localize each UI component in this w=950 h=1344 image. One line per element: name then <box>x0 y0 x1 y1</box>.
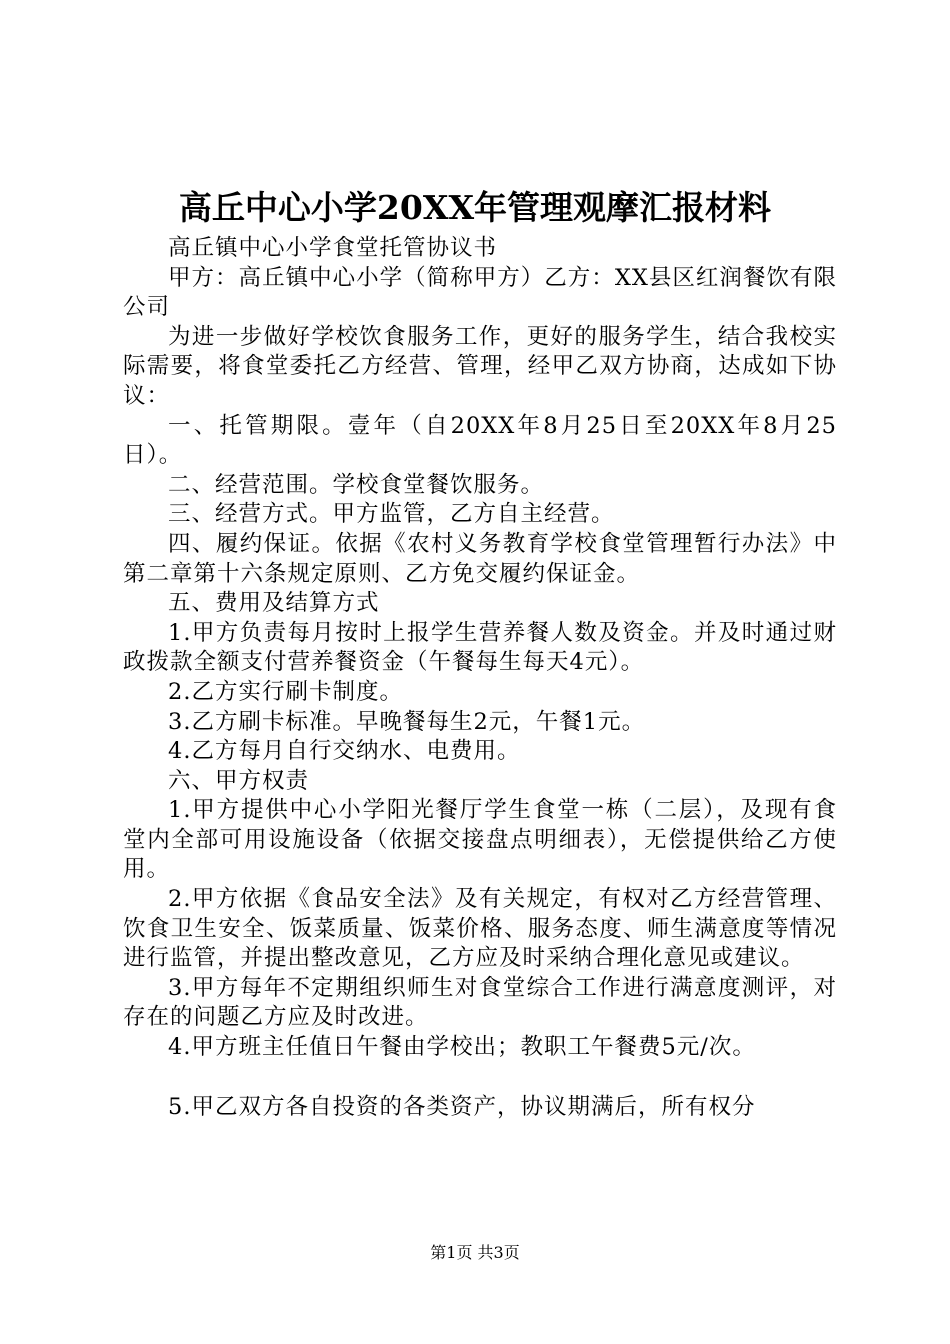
fees-item-1: 1.甲方负责每月按时上报学生营养餐人数及资金。并及时通过财政拨款全额支付营养餐资金（午餐每生每天4元）。 <box>123 619 837 676</box>
party-a-item-1: 1.甲方提供中心小学阳光餐厅学生食堂一栋（二层），及现有食堂内全部可用设施设备（依据交接盘点明细表），无偿提供给乙方使用。 <box>123 797 837 883</box>
fees-item-2: 2.乙方实行刷卡制度。 <box>168 678 403 705</box>
clause-scope: 二、经营范围。学校食堂餐饮服务。 <box>168 471 545 498</box>
document-title: 高丘中心小学20XX年管理观摩汇报材料 <box>178 188 772 227</box>
clause-fees-heading: 五、费用及结算方式 <box>168 590 380 617</box>
page-number-footer: 第1页 共3页 <box>430 1243 520 1262</box>
agreement-heading: 高丘镇中心小学食堂托管协议书 <box>168 235 498 261</box>
fees-item-3: 3.乙方刷卡标准。早晚餐每生2元，午餐1元。 <box>168 708 646 735</box>
clause-party-a-heading: 六、甲方权责 <box>168 767 310 794</box>
fees-item-4: 4.乙方每月自行交纳水、电费用。 <box>168 738 521 765</box>
party-a-item-4: 4.甲方班主任值日午餐由学校出；教职工午餐费5元/次。 <box>168 1034 756 1061</box>
preamble-paragraph: 为进一步做好学校饮食服务工作，更好的服务学生，结合我校实际需要，将食堂委托乙方经营、管理，经甲乙双方协商，达成如下协议： <box>123 323 837 409</box>
party-a-item-2: 2.甲方依据《食品安全法》及有关规定，有权对乙方经营管理、饮食卫生安全、饭菜质量、饭菜价格、服务态度、师生满意度等情况进行监管，并提出整改意见，乙方应及时采纳合理化意见或建议。 <box>123 886 837 972</box>
clause-mode: 三、经营方式。甲方监管，乙方自主经营。 <box>168 501 615 528</box>
party-a-item-5: 5.甲乙双方各自投资的各类资产，协议期满后，所有权分 <box>168 1093 756 1120</box>
clause-term: 一、托管期限。壹年（自20XX年8月25日至20XX年8月25日）。 <box>123 412 837 469</box>
document-body <box>123 234 837 1122</box>
clause-guarantee: 四、履约保证。依据《农村义务教育学校食堂管理暂行办法》中第二章第十六条规定原则、乙方免交履约保证金。 <box>123 530 837 587</box>
party-a-item-3: 3.甲方每年不定期组织师生对食堂综合工作进行满意度测评，对存在的问题乙方应及时改进。 <box>123 974 837 1031</box>
parties-paragraph: 甲方：高丘镇中心小学（简称甲方）乙方：XX县区红润餐饮有限公司 <box>123 264 837 321</box>
